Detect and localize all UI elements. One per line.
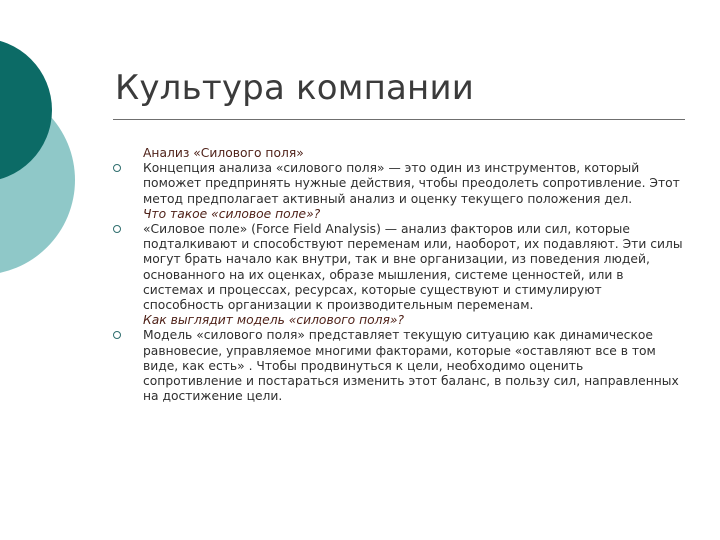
- heading-what-is-force-field: Что такое «силовое поле»?: [143, 206, 321, 221]
- bullet-circle-icon: [113, 331, 121, 339]
- bullet-item-model: [143, 328, 683, 404]
- heading-model-look: Как выглядит модель «силового поля»?: [143, 313, 405, 328]
- bullet-item-concept: [143, 161, 683, 207]
- decorative-circles: [0, 0, 120, 290]
- bullet-text: «Силовое поле» (Force Field Analysis) — анализ факторов или сил, которые подталкивают и способствуют переменам или, наоборот, их подавляют. Эти силы могут брать начало как внутри, так и вне организации, из поведения людей, основанного на их оценках, образе мышления, системе ценностей, или в системах и процессах, ресурсах, которые существуют и стимулируют способность организации к производительным переменам.: [143, 222, 683, 313]
- slide-title: Культура компании: [115, 68, 475, 108]
- bullet-circle-icon: [113, 225, 121, 233]
- bullet-text: Концепция анализа «силового поля» — это один из инструментов, который поможет предпринять нужные действия, чтобы преодолеть сопротивление. Этот метод предполагает активный анализ и оценку текущего положения дел.: [143, 161, 680, 206]
- slide-content: [143, 146, 683, 404]
- heading-force-field-analysis: Анализ «Силового поля»: [143, 146, 304, 160]
- bullet-text: Модель «силового поля» представляет текущую ситуацию как динамическое равновесие, управляемое многими факторами, которые «оставляют все в том виде, как есть» . Чтобы продвинуться к цели, необходимо оценить сопротивление и постараться изменить этот баланс, в пользу сил, направленных на достижение цели.: [143, 328, 679, 404]
- bullet-item-definition: [143, 222, 683, 313]
- title-divider: [113, 119, 685, 120]
